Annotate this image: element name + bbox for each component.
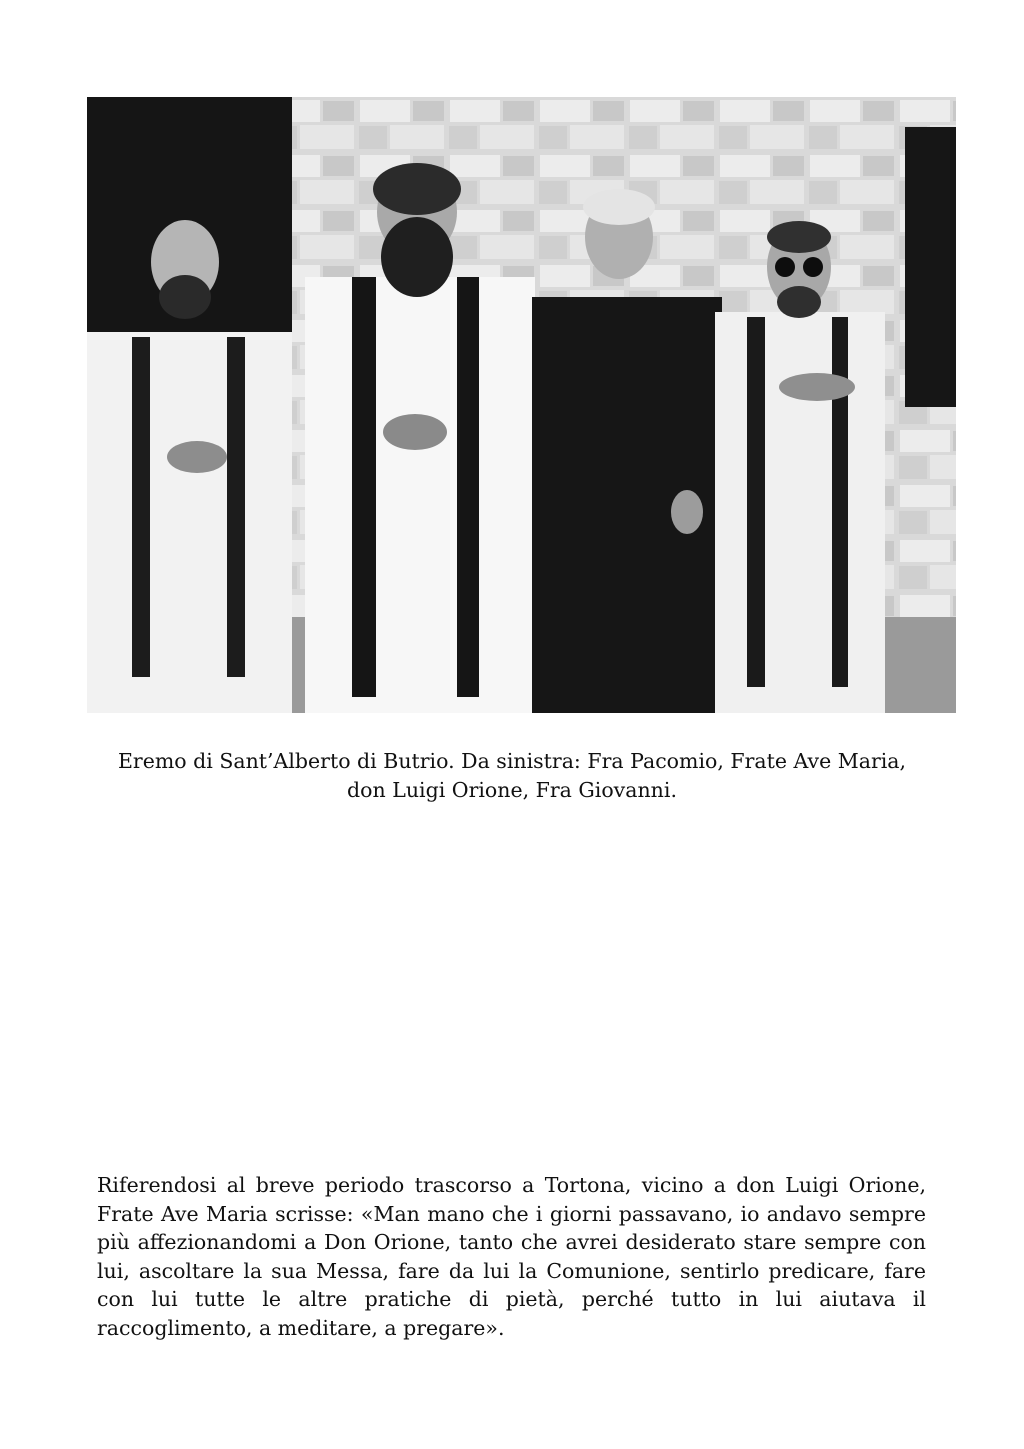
doorway-right [905,127,956,407]
body-paragraph: Riferendosi al breve periodo trascorso a Tortona, vicino a don Luigi Orione, Frate Ave Maria scrisse: «Man mano che i giorni passavano, io andavo sempre più affezionandomi a Don Orione, tanto che avrei desiderato stare sempre con lui, ascoltare la sua Messa, fare da lui la Comunione, sentirlo predicare, fare con lui tutte le altre pratiche di pietà, perché tutto in lui aiutava il raccoglimento, a meditare, a pregare». [97,1173,926,1340]
photograph-illustration [87,97,956,713]
historical-photograph [87,97,956,713]
photo-caption: Eremo di Sant’Alberto di Butrio. Da sinistra: Fra Pacomio, Frate Ave Maria, don Luigi Orione, Fra Giovanni. [117,749,907,802]
